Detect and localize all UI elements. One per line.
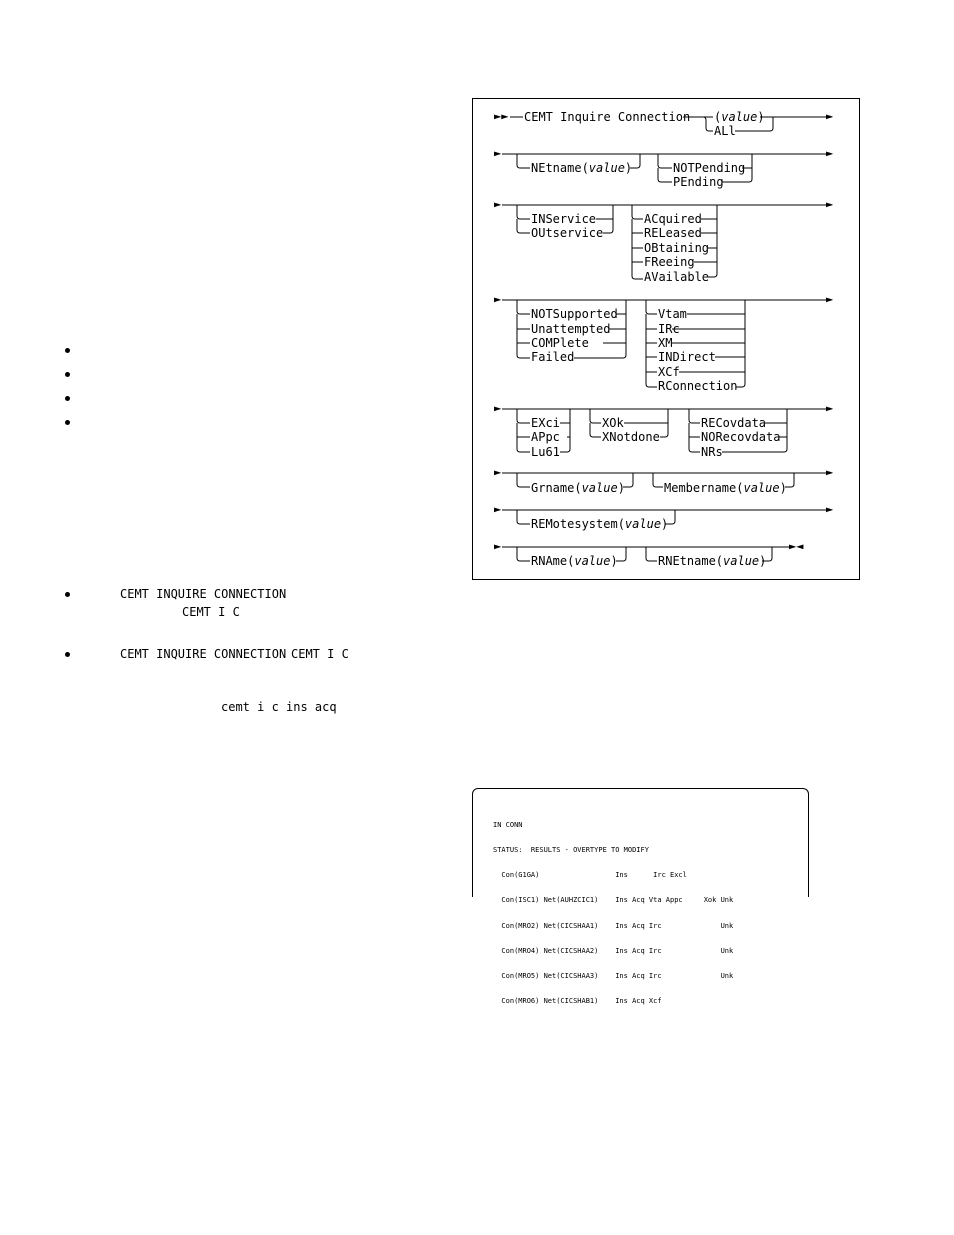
bullet	[65, 396, 70, 401]
syntax-text: INDirect	[658, 350, 716, 364]
syntax-text: value	[721, 110, 758, 124]
syntax-text: APpc	[531, 430, 560, 444]
arrow-right-icon: ►	[826, 197, 834, 211]
syntax-text: )	[779, 481, 787, 495]
bullet	[65, 592, 70, 597]
terminal-line: Con(ISC1) Net(AUHZCIC1) Ins Acq Vta Appc Xok Unk	[493, 896, 734, 905]
syntax-text: IRc	[658, 322, 680, 336]
arrow-right-icon: ►	[494, 539, 502, 553]
syntax-text: NORecovdata	[701, 430, 781, 444]
bullet	[65, 372, 70, 377]
syntax-text: Grname(	[531, 481, 582, 495]
syntax-text: )	[759, 554, 767, 568]
syntax-text: RConnection	[658, 379, 738, 393]
syntax-text: ALl	[714, 124, 736, 138]
syntax-text: value	[581, 481, 618, 495]
terminal-output	[493, 804, 733, 1023]
syntax-text: Failed	[531, 350, 575, 364]
terminal-line: Con(G1GA) Ins Irc Excl	[493, 871, 687, 880]
arrow-right-icon: ►	[826, 292, 834, 306]
syntax-text: Membername(	[664, 481, 744, 495]
arrow-right-icon: ►	[494, 146, 502, 160]
syntax-diagram-graphic	[473, 99, 861, 581]
syntax-text: RELeased	[644, 226, 702, 240]
arrow-right-icon: ►	[826, 146, 834, 160]
syntax-text: value	[588, 161, 625, 175]
syntax-text: COMPlete	[531, 336, 589, 350]
syntax-text: )	[757, 110, 765, 124]
syntax-text	[664, 481, 787, 495]
syntax-text: AVailable	[644, 270, 710, 284]
syntax-text	[531, 517, 668, 531]
terminal-line: Con(MRO2) Net(CICSHAA1) Ins Acq Irc Unk	[493, 921, 734, 930]
bullet	[65, 652, 70, 657]
syntax-text: XOk	[602, 416, 624, 430]
syntax-text: Vtam	[658, 307, 687, 321]
terminal-line: IN CONN	[493, 820, 523, 829]
bullet	[65, 420, 70, 425]
syntax-text: FReeing	[644, 255, 695, 269]
syntax-text: (	[714, 110, 722, 124]
syntax-text: NRs	[701, 445, 723, 459]
terminal-line: STATUS: RESULTS - OVERTYPE TO MODIFY	[493, 846, 649, 855]
terminal-line: Con(MRO5) Net(CICSHAA3) Ins Acq Irc Unk	[493, 972, 734, 981]
syntax-text: ACquired	[644, 212, 702, 226]
syntax-text: NEtname(	[531, 161, 589, 175]
arrow-right-icon: ►	[494, 292, 502, 306]
syntax-text: )	[617, 481, 625, 495]
syntax-text: CEMT Inquire Connection	[524, 110, 691, 124]
double-arrow-icon: ►►	[494, 109, 509, 123]
arrow-right-icon: ►	[826, 401, 834, 415]
syntax-text: RNAme(	[531, 554, 575, 568]
syntax-text: value	[574, 554, 611, 568]
syntax-text: XNotdone	[602, 430, 660, 444]
syntax-text	[531, 554, 618, 568]
syntax-text: value	[624, 517, 662, 531]
syntax-text: NOTSupported	[531, 307, 618, 321]
command-text: CEMT INQUIRE CONNECTION	[120, 587, 287, 601]
terminal-line: Con(MRO4) Net(CICSHAA2) Ins Acq Irc Unk	[493, 946, 734, 955]
syntax-text: OBtaining	[644, 241, 710, 255]
arrow-right-icon: ►	[826, 109, 834, 123]
syntax-text: )	[661, 517, 669, 531]
command-text: CEMT I C	[182, 605, 240, 619]
syntax-text	[531, 161, 632, 175]
syntax-text: REMotesystem(	[531, 517, 625, 531]
syntax-text: XM	[658, 336, 673, 350]
syntax-text: INService	[531, 212, 597, 226]
syntax-text: )	[610, 554, 618, 568]
syntax-text: PEnding	[673, 175, 724, 189]
syntax-text: RECovdata	[701, 416, 767, 430]
syntax-text	[658, 554, 766, 568]
arrow-right-icon: ►	[826, 465, 834, 479]
syntax-text: Unattempted	[531, 322, 611, 336]
syntax-text: value	[743, 481, 780, 495]
arrow-right-icon: ►	[494, 502, 502, 516]
example-command: cemt i c ins acq	[221, 700, 337, 714]
arrow-right-icon: ►	[494, 197, 502, 211]
end-arrow-icon: ►◄	[789, 539, 804, 553]
syntax-text: EXci	[531, 416, 560, 430]
syntax-text	[531, 481, 625, 495]
command-text: CEMT INQUIRE CONNECTION	[120, 647, 287, 661]
arrow-right-icon: ►	[826, 502, 834, 516]
arrow-right-icon: ►	[494, 401, 502, 415]
syntax-text: value	[723, 554, 760, 568]
syntax-text: XCf	[658, 365, 680, 379]
command-text: CEMT I C	[291, 647, 349, 661]
arrow-right-icon: ►	[494, 465, 502, 479]
syntax-text: RNEtname(	[658, 554, 724, 568]
terminal-screen	[472, 788, 809, 1006]
syntax-text	[714, 110, 765, 124]
terminal-line: Con(MRO6) Net(CICSHAB1) Ins Acq Xcf	[493, 997, 662, 1006]
syntax-diagram	[472, 98, 860, 580]
syntax-text: )	[624, 161, 633, 175]
syntax-text: Lu61	[531, 445, 560, 459]
syntax-text: OUtservice	[531, 226, 604, 240]
syntax-text: NOTPending	[673, 161, 746, 175]
bullet	[65, 348, 70, 353]
